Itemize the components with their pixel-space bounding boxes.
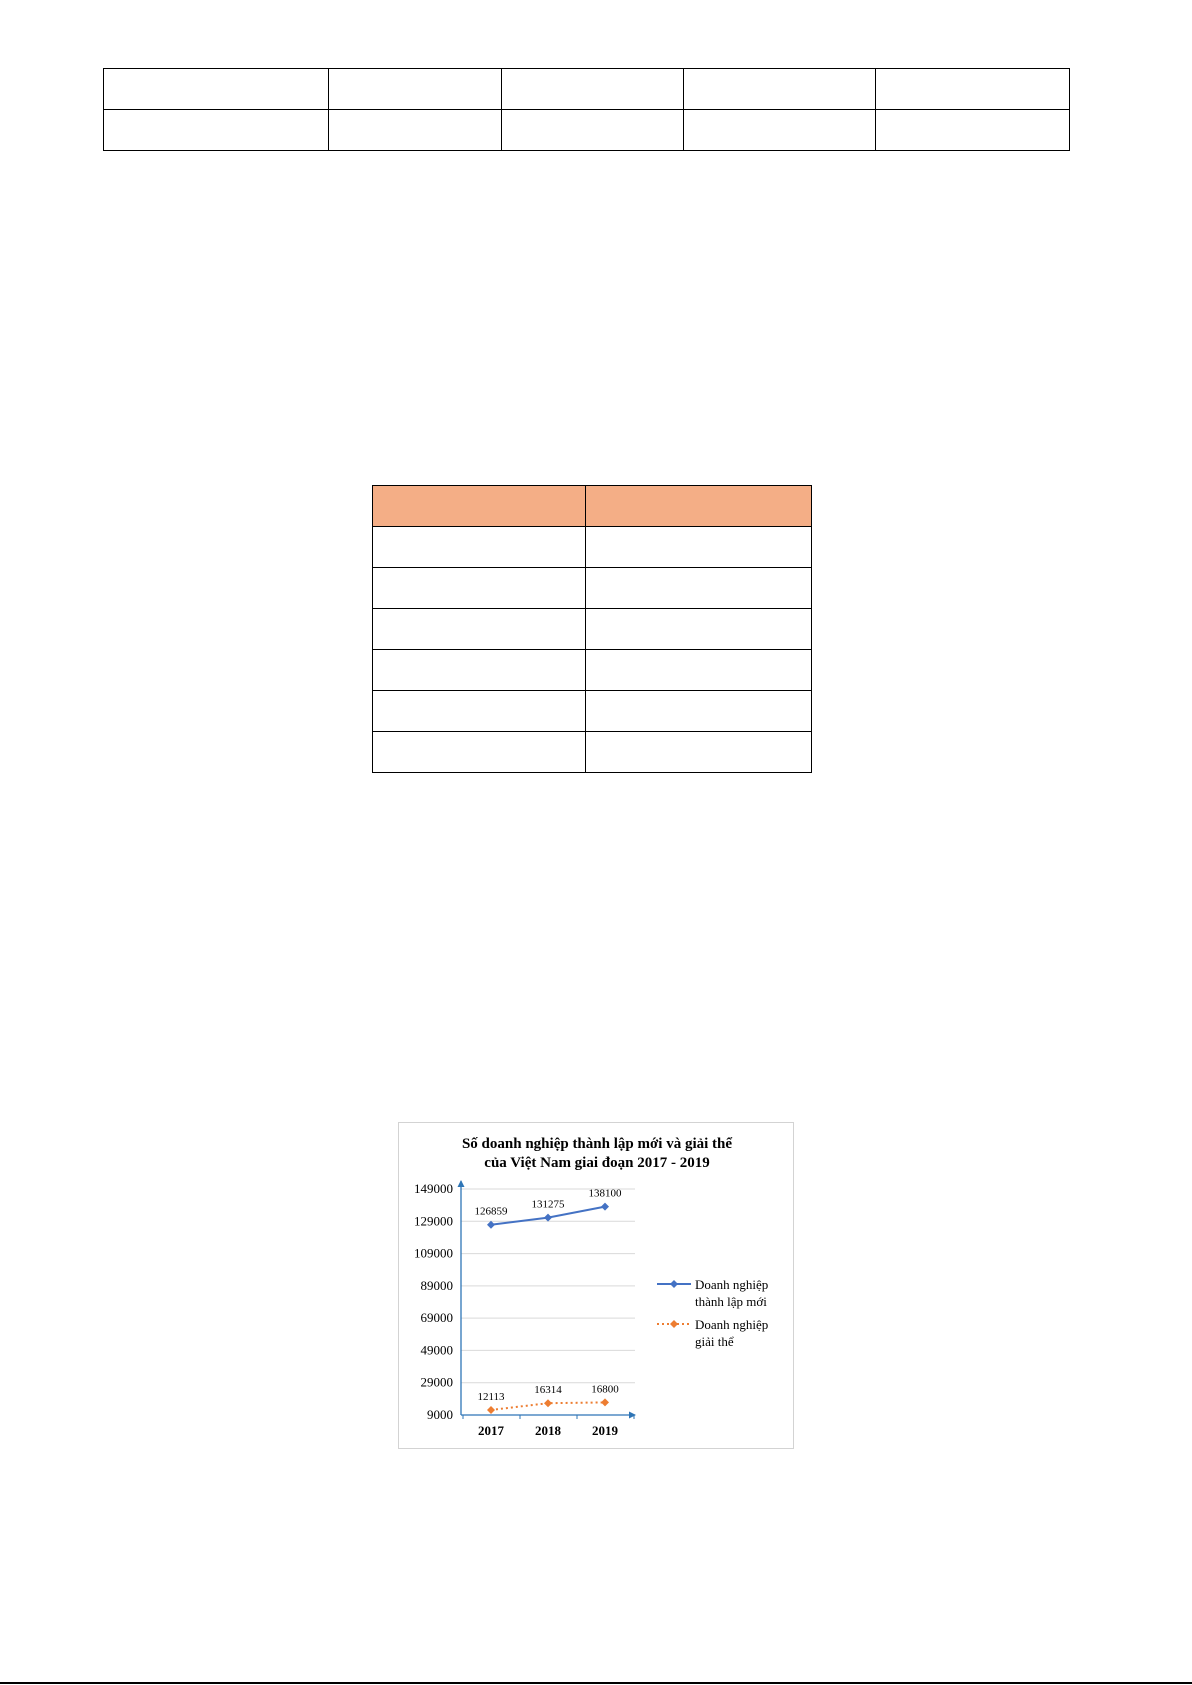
- table-header-row: [373, 486, 812, 527]
- table-cell: [373, 650, 586, 691]
- table-row: [373, 732, 812, 773]
- table-cell: [876, 69, 1070, 110]
- axis-layer: [414, 1180, 636, 1438]
- table-cell: [104, 110, 329, 151]
- table-cell: [586, 568, 812, 609]
- data-point: [544, 1214, 552, 1222]
- table-cell: [684, 69, 876, 110]
- data-point: [487, 1221, 495, 1229]
- legend-label: thành lập mới: [695, 1294, 767, 1309]
- table-cell: [104, 69, 329, 110]
- table-cell: [373, 609, 586, 650]
- table-cell: [373, 568, 586, 609]
- table-cell: [684, 110, 876, 151]
- data-point: [601, 1398, 609, 1406]
- x-tick-label: 2018: [535, 1423, 561, 1438]
- data-label: 16314: [534, 1384, 562, 1397]
- y-tick-label: 149000: [414, 1181, 453, 1196]
- table-header-cell: [586, 486, 812, 527]
- table-row: [373, 568, 812, 609]
- x-tick-label: 2019: [592, 1423, 618, 1438]
- legend-marker-point: [670, 1320, 678, 1328]
- chart-subtitle: của Việt Nam giai đoạn 2017 - 2019: [484, 1155, 710, 1171]
- data-label: 131275: [531, 1198, 565, 1211]
- data-point: [544, 1399, 552, 1407]
- y-axis-arrow: [458, 1180, 465, 1187]
- table-row: [373, 691, 812, 732]
- table-cell: [586, 732, 812, 773]
- table-row: [104, 110, 1070, 151]
- table-cell: [876, 110, 1070, 151]
- data-point: [487, 1406, 495, 1414]
- data-point: [601, 1203, 609, 1211]
- y-tick-label: 109000: [414, 1245, 453, 1261]
- table-cell: [373, 691, 586, 732]
- top-table: [103, 68, 1070, 151]
- table-cell: [373, 527, 586, 568]
- x-axis-arrow: [629, 1412, 636, 1419]
- table-cell: [502, 69, 684, 110]
- x-tick-label: 2017: [478, 1423, 504, 1438]
- table-row: [373, 527, 812, 568]
- legend-label: Doanh nghiệp: [695, 1317, 769, 1332]
- legend-label: giải thể: [695, 1334, 734, 1349]
- table-cell: [586, 609, 812, 650]
- table-cell: [586, 650, 812, 691]
- table-cell: [373, 732, 586, 773]
- table-row: [373, 650, 812, 691]
- y-tick-label: 129000: [414, 1213, 453, 1229]
- y-tick-label: 49000: [420, 1342, 453, 1358]
- table-row: [373, 609, 812, 650]
- chart-title: Số doanh nghiệp thành lập mới và giải thể: [461, 1136, 733, 1152]
- table-cell: [586, 691, 812, 732]
- legend: [657, 1277, 768, 1349]
- chart-canvas: [399, 1123, 793, 1448]
- table-cell: [586, 527, 812, 568]
- table-cell: [502, 110, 684, 151]
- legend-label: Doanh nghiệp: [695, 1277, 769, 1292]
- footer-rule: [0, 1682, 1192, 1684]
- y-tick-label: 29000: [420, 1374, 453, 1390]
- data-label: 138100: [588, 1187, 622, 1200]
- data-label: 12113: [477, 1390, 505, 1403]
- y-tick-label: 69000: [420, 1310, 453, 1326]
- legend-marker-point: [670, 1280, 678, 1288]
- table-cell: [329, 69, 502, 110]
- middle-table: [372, 485, 812, 773]
- table-row: [104, 69, 1070, 110]
- data-label: 16800: [591, 1383, 619, 1396]
- table-cell: [329, 110, 502, 151]
- table-header-cell: [373, 486, 586, 527]
- y-tick-label: 89000: [420, 1277, 453, 1293]
- y-tick-label: 9000: [427, 1407, 453, 1422]
- data-label: 126859: [474, 1205, 508, 1218]
- line-chart: [398, 1122, 794, 1449]
